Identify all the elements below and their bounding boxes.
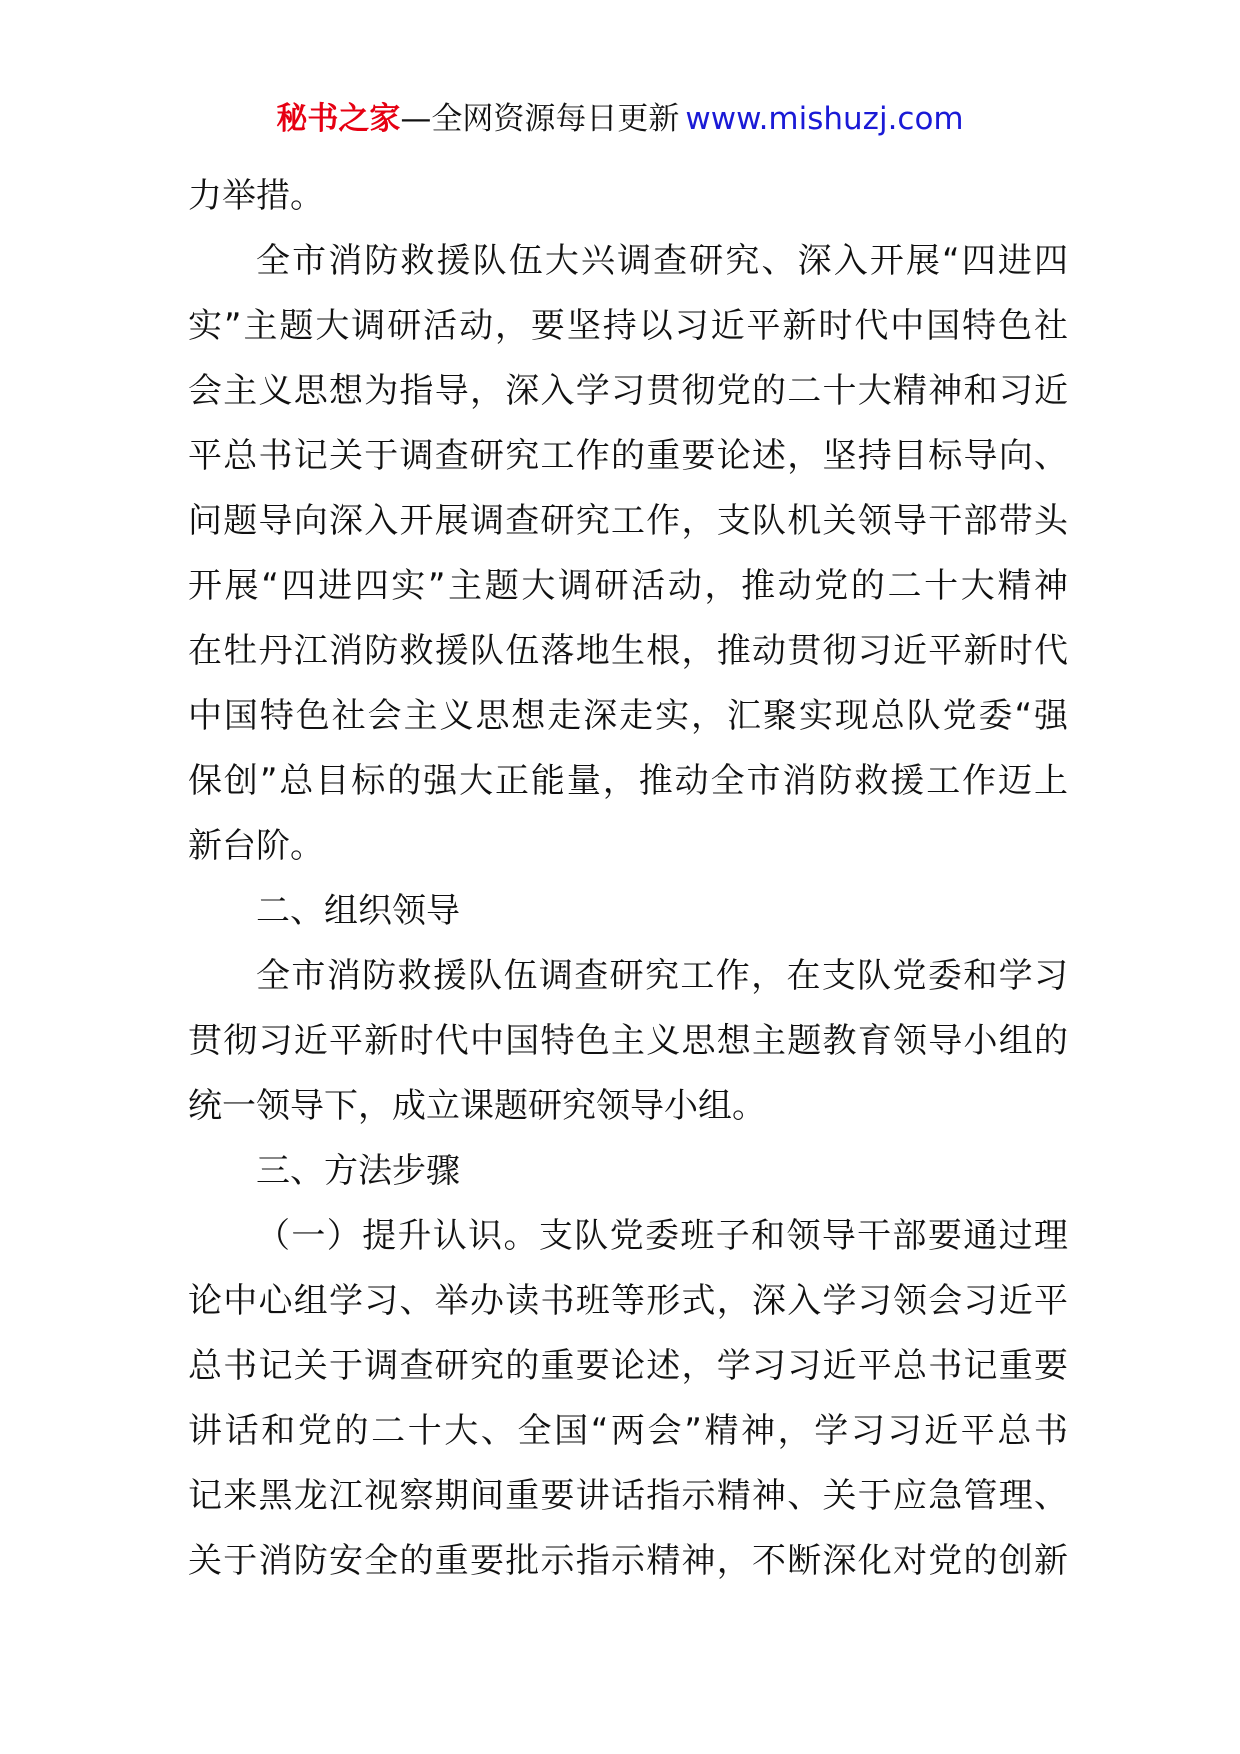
text-line: 保创”总目标的强大正能量，推动全市消防救援工作迈上 (188, 761, 1068, 801)
text-line: 统一领导下，成立课题研究领导小组。 (188, 1086, 766, 1126)
text-line: 力举措。 (188, 176, 324, 216)
text-line: 会主义思想为指导，深入学习贯彻党的二十大精神和习近 (188, 371, 1068, 411)
paragraph-line: 全市消防救援队伍大兴调查研究、深入开展“四进四 (256, 241, 1068, 281)
header-slogan: —全网资源每日更新 (400, 101, 680, 137)
section-heading: 三、方法步骤 (256, 1151, 460, 1191)
text-line: 关于消防安全的重要批示指示精神，不断深化对党的创新 (188, 1541, 1068, 1581)
text-line: 实”主题大调研活动，要坚持以习近平新时代中国特色社 (188, 306, 1068, 346)
paragraph-line: （一）提升认识。支队党委班子和领导干部要通过理 (256, 1216, 1068, 1256)
watermark-header (0, 99, 1240, 139)
website-url[interactable]: www.mishuzj.com (685, 101, 964, 137)
text-line: 记来黑龙江视察期间重要讲话指示精神、关于应急管理、 (188, 1476, 1068, 1516)
text-line: 新台阶。 (188, 826, 324, 866)
paragraph-line: 全市消防救援队伍调查研究工作，在支队党委和学习 (256, 956, 1068, 996)
text-line: 总书记关于调查研究的重要论述，学习习近平总书记重要 (188, 1346, 1068, 1386)
text-line: 问题导向深入开展调查研究工作，支队机关领导干部带头 (188, 501, 1068, 541)
brand-name: 秘书之家 (276, 101, 401, 137)
text-line: 中国特色社会主义思想走深走实，汇聚实现总队党委“强 (188, 696, 1068, 736)
text-line: 讲话和党的二十大、全国“两会”精神，学习习近平总书 (188, 1411, 1068, 1451)
text-line: 平总书记关于调查研究工作的重要论述，坚持目标导向、 (188, 436, 1068, 476)
text-line: 在牡丹江消防救援队伍落地生根，推动贯彻习近平新时代 (188, 631, 1068, 671)
text-line: 论中心组学习、举办读书班等形式，深入学习领会习近平 (188, 1281, 1068, 1321)
document-body (188, 164, 1068, 1594)
text-line: 贯彻习近平新时代中国特色主义思想主题教育领导小组的 (188, 1021, 1068, 1061)
section-heading: 二、组织领导 (256, 891, 460, 931)
text-line: 开展“四进四实”主题大调研活动，推动党的二十大精神 (188, 566, 1068, 606)
